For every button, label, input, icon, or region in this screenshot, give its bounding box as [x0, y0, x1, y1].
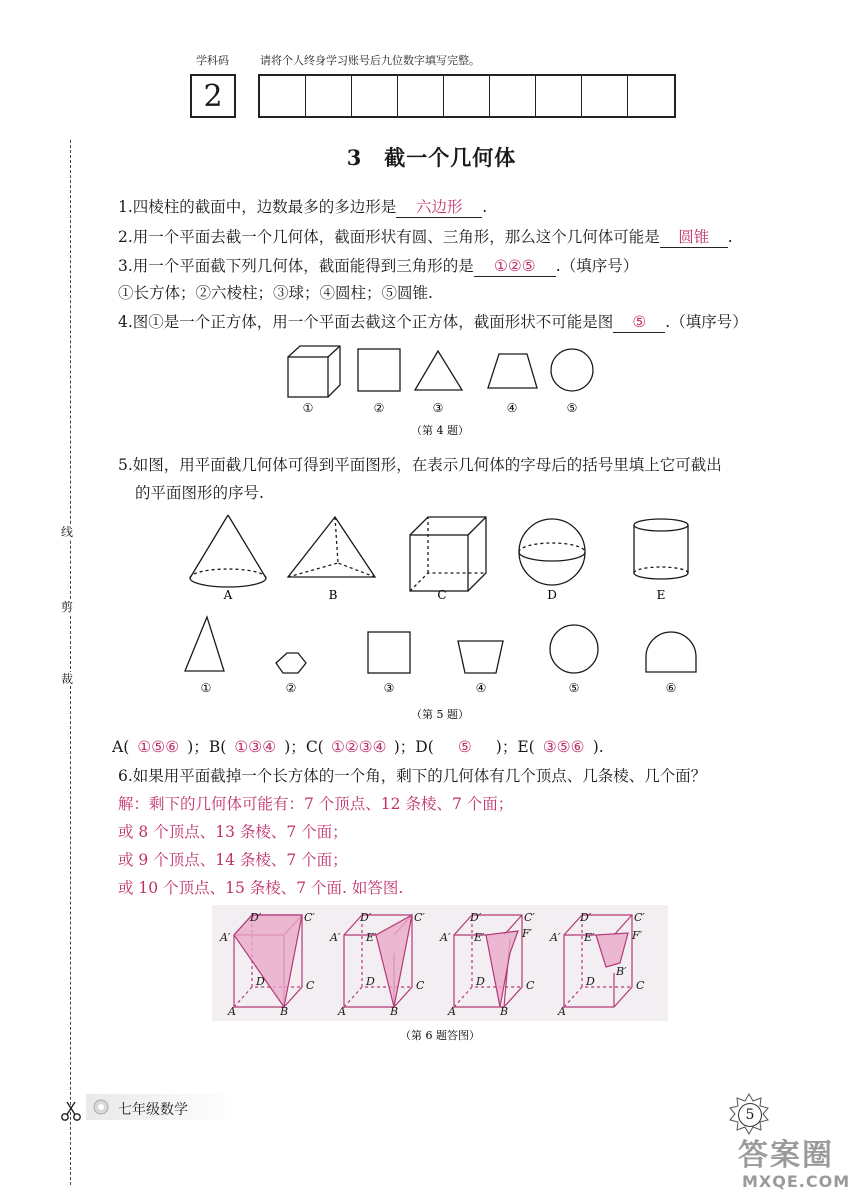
q4-tail: .（填序号） — [665, 313, 748, 331]
subject-code-box: 2 — [190, 74, 236, 118]
triangle-shape — [415, 351, 462, 390]
section-title: 3 截一个几何体 — [346, 145, 517, 170]
q4-label: ② — [373, 401, 385, 415]
square-shape — [368, 632, 410, 673]
solid-label: C — [437, 588, 447, 602]
q6-caption: （第 6 题答图） — [400, 1029, 480, 1042]
question-5-line-2: 的平面图形的序号. — [135, 484, 264, 502]
solid-label: B — [328, 588, 338, 602]
cylinder-solid — [634, 519, 688, 579]
q5-answer-letter: D( — [415, 738, 434, 756]
square-shape — [358, 349, 400, 391]
vertex-label: D — [256, 975, 265, 988]
vertex-label: D′ — [580, 911, 592, 924]
id-digit-box[interactable] — [306, 76, 352, 116]
q5-answer-value: ③⑤⑥ — [542, 738, 585, 756]
q6-solution-line: 或 8 个顶点、13 条棱、7 个面； — [118, 823, 348, 841]
solid-label: A — [223, 588, 233, 602]
vertex-label: D′ — [250, 911, 262, 924]
trapezoid-shape — [488, 354, 537, 388]
vertex-label: E′ — [584, 931, 595, 944]
circle-shape — [550, 625, 598, 673]
vertex-label: A — [338, 1005, 346, 1018]
vertex-label: C — [306, 979, 315, 992]
cut-line-char: 线 — [61, 525, 74, 539]
cut-line-char: 裁 — [61, 672, 74, 686]
q5-answers — [112, 737, 604, 757]
question-2 — [118, 227, 733, 248]
id-digit-box[interactable] — [582, 76, 628, 116]
shape-label: ② — [285, 681, 297, 695]
shape-label: ④ — [475, 681, 487, 695]
page-number: 5 — [738, 1103, 762, 1127]
q5-answer-value: ⑤ — [457, 738, 472, 756]
q5-answer-letter: B( — [208, 738, 227, 756]
q3-answer-blank — [474, 256, 556, 277]
vertex-label: D′ — [470, 911, 482, 924]
inverted-trapezoid-shape — [458, 641, 503, 673]
q4-text: 4.图①是一个正方体，用一个平面去截这个正方体，截面形状不可能是图 — [118, 313, 614, 331]
id-digit-box[interactable] — [398, 76, 444, 116]
q1-tail: . — [482, 198, 488, 216]
vertex-label: F′ — [632, 929, 643, 942]
vertex-label: D′ — [360, 911, 372, 924]
question-5-line-1: 5.如图，用平面截几何体可得到平面图形，在表示几何体的字母后的括号里填上它可截出 — [118, 456, 722, 474]
q3-text: 3.用一个平面截下列几何体，截面能得到三角形的是 — [118, 257, 474, 275]
vertex-label: A — [228, 1005, 236, 1018]
solid-label: E — [656, 588, 666, 602]
q4-label: ③ — [432, 401, 444, 415]
q5-answer-letter: A( — [112, 738, 130, 756]
id-instruction: 请将个人终身学习账号后九位数字填写完整。 — [260, 54, 480, 67]
id-digit-box[interactable] — [490, 76, 536, 116]
q2-answer: 圆锥 — [678, 228, 710, 246]
vertex-label: C′ — [524, 911, 535, 924]
vertex-label: E′ — [474, 931, 485, 944]
vertex-label: B′ — [616, 965, 627, 978]
cut-line — [70, 140, 71, 1185]
q5-answer-close: )； — [393, 738, 416, 756]
vertex-label: C — [526, 979, 535, 992]
scissors-icon — [60, 1100, 82, 1122]
cut-line-char: 剪 — [61, 600, 74, 614]
vertex-label: F′ — [522, 927, 533, 940]
question-4 — [118, 312, 748, 333]
solid-label: D — [547, 588, 557, 602]
q5-figure — [170, 505, 720, 725]
gear-icon — [92, 1098, 110, 1116]
vertex-label: C′ — [414, 911, 425, 924]
question-3 — [118, 256, 638, 277]
cube-shape — [288, 346, 340, 397]
tall-triangle-shape — [185, 617, 224, 671]
q4-answer-blank — [613, 312, 665, 333]
q4-caption: （第 4 题） — [411, 424, 469, 437]
vertex-label: E′ — [366, 931, 377, 944]
shape-label: ⑤ — [568, 681, 580, 695]
shape-label: ③ — [383, 681, 395, 695]
q1-answer: 六边形 — [416, 198, 463, 216]
subject-code-label: 学科码 — [196, 54, 229, 67]
hexagon-shape — [276, 653, 306, 673]
vertex-label: C — [416, 979, 425, 992]
vertex-label: C — [636, 979, 645, 992]
cube-solid — [410, 517, 486, 591]
q5-answer-value: ①③④ — [234, 738, 277, 756]
q5-answer-letter: C( — [305, 738, 324, 756]
id-digit-box[interactable] — [352, 76, 398, 116]
q6-answer-figure — [212, 905, 672, 1045]
vertex-label: A′ — [330, 931, 341, 944]
q4-label: ⑤ — [566, 401, 578, 415]
pyramid-solid — [288, 517, 375, 577]
q3-options: ①长方体；②六棱柱；③球；④圆柱；⑤圆锥. — [118, 284, 433, 302]
vertex-label: A′ — [440, 931, 451, 944]
vertex-label: C′ — [304, 911, 315, 924]
question-6: 6.如果用平面截掉一个长方体的一个角，剩下的几何体有几个顶点、几条棱、几个面？ — [118, 767, 707, 785]
q3-tail: .（填序号） — [555, 257, 639, 275]
q4-answer: ⑤ — [632, 313, 647, 331]
id-digit-box[interactable] — [260, 76, 306, 116]
q1-answer-blank — [396, 197, 482, 218]
q2-answer-blank — [660, 227, 728, 248]
q5-answer-close: )； — [284, 738, 306, 756]
learning-account-boxes[interactable] — [258, 74, 676, 118]
vertex-label: B — [500, 1005, 509, 1018]
q2-tail: . — [727, 228, 733, 246]
q5-answer-value: ①⑤⑥ — [137, 738, 180, 756]
shape-label: ① — [200, 681, 212, 695]
vertex-label: A′ — [550, 931, 561, 944]
q5-answer-value: ①②③④ — [330, 738, 387, 756]
q5-answer-close: )； — [187, 738, 209, 756]
vertex-label: A — [558, 1005, 566, 1018]
q5-caption: （第 5 题） — [411, 708, 469, 721]
q3-answer: ①②⑤ — [493, 257, 536, 275]
q4-figure — [270, 340, 610, 440]
watermark-url: MXQE.COM — [742, 1172, 851, 1191]
id-digit-box[interactable] — [628, 76, 674, 116]
question-1 — [118, 197, 487, 218]
q4-label: ④ — [506, 401, 518, 415]
q4-label: ① — [302, 401, 314, 415]
q1-text: 1.四棱柱的截面中，边数最多的多边形是 — [118, 198, 397, 216]
vertex-label: D — [586, 975, 595, 988]
semicircle-shape — [646, 632, 696, 672]
footer-grade: 七年级数学 — [118, 1102, 188, 1118]
watermark-logo: 答案圈 — [738, 1138, 834, 1173]
sphere-solid — [519, 519, 585, 585]
vertex-label: D — [476, 975, 485, 988]
q6-solution-line: 或 10 个顶点、15 条棱、7 个面. 如答图. — [118, 879, 404, 897]
vertex-label: A — [448, 1005, 456, 1018]
circle-shape — [551, 349, 593, 391]
q5-answer-letter: E( — [517, 738, 535, 756]
q2-text: 2.用一个平面去截一个几何体，截面形状有圆、三角形，那么这个几何体可能是 — [118, 228, 660, 246]
vertex-label: D — [366, 975, 375, 988]
q6-solution-line: 解：剩下的几何体可能有：7 个顶点、12 条棱、7 个面； — [118, 795, 514, 813]
vertex-label: B — [390, 1005, 399, 1018]
q6-solution-line: 或 9 个顶点、14 条棱、7 个面； — [118, 851, 348, 869]
vertex-label: A′ — [220, 931, 231, 944]
id-digit-box[interactable] — [536, 76, 582, 116]
id-digit-box[interactable] — [444, 76, 490, 116]
vertex-label: C′ — [634, 911, 645, 924]
q5-answer-close: ). — [592, 738, 604, 756]
vertex-label: B — [280, 1005, 289, 1018]
q5-answer-close: )； — [495, 738, 518, 756]
shape-label: ⑥ — [665, 681, 677, 695]
cone-solid — [190, 515, 266, 587]
